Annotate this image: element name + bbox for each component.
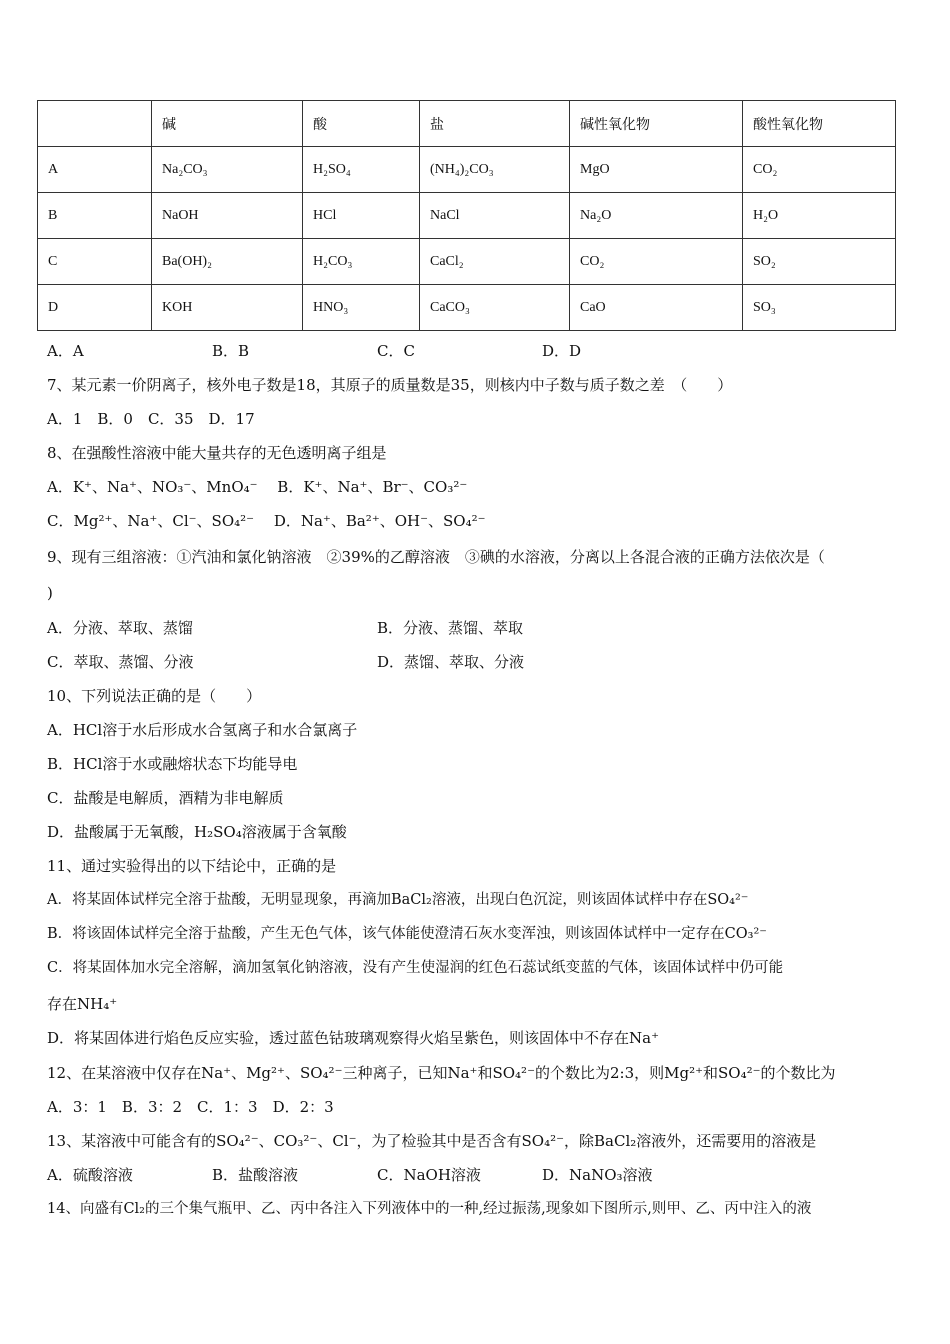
q13-option-b: B．盐酸溶液 <box>212 1166 299 1184</box>
q10-option-a: A．HCl溶于水后形成水合氢离子和水合氯离子 <box>47 721 358 739</box>
table-cell: NaCl <box>420 193 570 239</box>
table-header-row <box>38 101 896 147</box>
q6-option-b: B．B <box>212 342 250 360</box>
table-cell: D <box>38 285 152 331</box>
q11-option-a: A．将某固体试样完全溶于盐酸，无明显现象，再滴加BaCl₂溶液，出现白色沉淀，则该固体试样中存在SO₄²⁻ <box>47 892 749 908</box>
q10-option-b: B．HCl溶于水或融熔状态下均能导电 <box>47 755 298 773</box>
q8-options-ab: A．K⁺、Na⁺、NO₃⁻、MnO₄⁻ B．K⁺、Na⁺、Br⁻、CO₃²⁻ <box>47 478 468 496</box>
table-row <box>38 147 896 193</box>
q9-stem-cont: ) <box>47 584 53 602</box>
table-header-cell: 酸 <box>303 101 420 147</box>
classification-table <box>37 100 896 331</box>
table-row <box>38 285 896 331</box>
q12-options: A．3：1 B．3：2 C．1：3 D．2：3 <box>47 1098 334 1116</box>
table-cell: CaO <box>570 285 743 331</box>
q12-stem: 12、在某溶液中仅存在Na⁺、Mg²⁺、SO₄²⁻三种离子，已知Na⁺和SO₄²⁻的个数比为2:3，则Mg²⁺和SO₄²⁻的个数比为 <box>47 1064 836 1082</box>
table-cell: Na₂CO₃ <box>152 147 303 193</box>
table-cell: CaCO₃ <box>420 285 570 331</box>
q13-stem: 13、某溶液中可能含有的SO₄²⁻、CO₃²⁻、Cl⁻，为了检验其中是否含有SO₄²⁻，除BaCl₂溶液外，还需要用的溶液是 <box>47 1132 817 1150</box>
table-cell: A <box>38 147 152 193</box>
q9-option-c: C．萃取、蒸馏、分液 <box>47 653 194 671</box>
q8-stem: 8、在强酸性溶液中能大量共存的无色透明离子组是 <box>47 444 387 462</box>
table-header-cell: 碱 <box>152 101 303 147</box>
table-header-cell: 酸性氧化物 <box>743 101 896 147</box>
table-cell: Na₂O <box>570 193 743 239</box>
q10-option-d: D．盐酸属于无氧酸，H₂SO₄溶液属于含氧酸 <box>47 823 347 841</box>
table-cell: H₂CO₃ <box>303 239 420 285</box>
q11-option-d: D．将某固体进行焰色反应实验，透过蓝色钴玻璃观察得火焰呈紫色，则该固体中不存在Na⁺ <box>47 1029 660 1047</box>
table-row <box>38 239 896 285</box>
q11-stem: 11、通过实验得出的以下结论中，正确的是 <box>47 857 337 875</box>
q9-option-b: B．分液、蒸馏、萃取 <box>377 619 524 637</box>
table-cell: KOH <box>152 285 303 331</box>
table-cell: Ba(OH)₂ <box>152 239 303 285</box>
q11-option-b: B．将该固体试样完全溶于盐酸，产生无色气体，该气体能使澄清石灰水变浑浊，则该固体试样中一定存在CO₃²⁻ <box>47 926 767 942</box>
table-cell: HCl <box>303 193 420 239</box>
table-header-cell <box>38 101 152 147</box>
q6-option-c: C．C <box>377 342 415 360</box>
q7-options: A．1 B．0 C．35 D．17 <box>47 410 255 428</box>
q9-option-a: A．分液、萃取、蒸馏 <box>47 619 193 637</box>
table-cell: CO₂ <box>570 239 743 285</box>
table-row <box>38 193 896 239</box>
table-cell: MgO <box>570 147 743 193</box>
table-cell: SO₃ <box>743 285 896 331</box>
q10-option-c: C．盐酸是电解质，酒精为非电解质 <box>47 789 284 807</box>
q13-option-c: C．NaOH溶液 <box>377 1166 481 1184</box>
table-cell: CaCl₂ <box>420 239 570 285</box>
q13-option-d: D．NaNO₃溶液 <box>542 1166 653 1184</box>
q7-stem: 7、某元素一价阴离子，核外电子数是18，其原子的质量数是35，则核内中子数与质子数之差 （ ） <box>47 376 733 394</box>
table-cell: B <box>38 193 152 239</box>
table-cell: (NH₄)₂CO₃ <box>420 147 570 193</box>
q10-stem: 10、下列说法正确的是（ ） <box>47 687 262 705</box>
table-cell: H₂SO₄ <box>303 147 420 193</box>
table-cell: NaOH <box>152 193 303 239</box>
q13-option-a: A．硫酸溶液 <box>47 1166 133 1184</box>
table-header-cell: 盐 <box>420 101 570 147</box>
q14-stem: 14、向盛有Cl₂的三个集气瓶甲、乙、丙中各注入下列液体中的一种,经过振荡,现象如下图所示,则甲、乙、丙中注入的液 <box>47 1201 812 1217</box>
q11-option-c-cont: 存在NH₄⁺ <box>47 995 118 1013</box>
q11-option-c: C．将某固体加水完全溶解，滴加氢氧化钠溶液，没有产生使湿润的红色石蕊试纸变蓝的气体，该固体试样中仍可能 <box>47 960 784 976</box>
q9-stem: 9、现有三组溶液：①汽油和氯化钠溶液 ②39%的乙醇溶液 ③碘的水溶液，分离以上各混合液的正确方法依次是（ <box>47 548 825 566</box>
table-cell: H₂O <box>743 193 896 239</box>
q9-option-d: D．蒸馏、萃取、分液 <box>377 653 525 671</box>
table-cell: C <box>38 239 152 285</box>
q8-options-cd: C．Mg²⁺、Na⁺、Cl⁻、SO₄²⁻ D．Na⁺、Ba²⁺、OH⁻、SO₄²⁻ <box>47 512 486 530</box>
table-cell: CO₂ <box>743 147 896 193</box>
q6-option-a: A．A <box>47 342 84 360</box>
table-cell: SO₂ <box>743 239 896 285</box>
q6-option-d: D．D <box>542 342 582 360</box>
table-header-cell: 碱性氧化物 <box>570 101 743 147</box>
table-cell: HNO₃ <box>303 285 420 331</box>
